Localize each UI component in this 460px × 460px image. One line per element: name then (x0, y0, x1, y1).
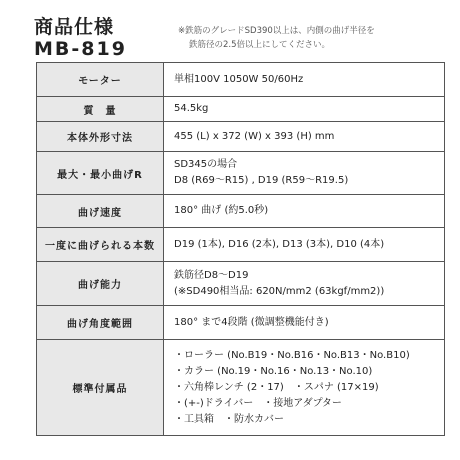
spec-value-line: 455 (L) x 372 (W) x 393 (H) mm (174, 130, 335, 142)
spec-label: 曲げ速度 (37, 195, 164, 228)
accessory-item: ・ローラー (No.B19・No.B16・No.B13・No.B10) (174, 349, 410, 361)
spec-value (164, 152, 445, 195)
grade-note (178, 24, 448, 52)
spec-row-bend-capacity (37, 262, 445, 306)
spec-row-bars-per-bend (37, 228, 445, 262)
spec-label: 一度に曲げられる本数 (37, 228, 164, 262)
spec-value (164, 63, 445, 97)
spec-value-line: D19 (1本), D16 (2本), D13 (3本), D10 (4本) (174, 238, 385, 250)
spec-row-accessories (37, 340, 445, 436)
accessory-item: ・(+-)ドライバー ・接地アダプター (174, 397, 342, 409)
spec-row-bend-speed (37, 195, 445, 228)
spec-value-line: 鉄筋径D8〜D19 (174, 269, 249, 281)
spec-value-line: 54.5kg (174, 103, 209, 114)
spec-value (164, 262, 445, 306)
model-number: MB-819 (34, 38, 127, 60)
spec-value (164, 97, 445, 122)
accessory-item: ・六角棒レンチ (2・17) ・スパナ (17×19) (174, 381, 379, 393)
accessory-item: ・工具箱 ・防水カバー (174, 413, 284, 425)
page-title: 商品仕様 (34, 16, 115, 38)
spec-row-bend-radius (37, 152, 445, 195)
spec-value (164, 122, 445, 152)
spec-value (164, 340, 445, 436)
spec-row-bend-angle (37, 306, 445, 340)
spec-row-weight (37, 97, 445, 122)
accessory-item: ・カラー (No.19・No.16・No.13・No.10) (174, 365, 373, 377)
note-line: 鉄筋径の2.5倍以上にしてください。 (189, 40, 331, 50)
spec-value (164, 195, 445, 228)
spec-value-line: 単相100V 1050W 50/60Hz (174, 73, 304, 85)
spec-label: 曲げ能力 (37, 262, 164, 306)
spec-label: 最大・最小曲げR (37, 152, 164, 195)
spec-value-line: 180° まで4段階 (微調整機能付き) (174, 316, 329, 328)
spec-value (164, 306, 445, 340)
spec-value-line: SD345の場合 (174, 159, 238, 170)
spec-label: 標準付属品 (37, 340, 164, 436)
spec-label: 曲げ角度範囲 (37, 306, 164, 340)
spec-value-line: (※SD490相当品: 620N/mm2 (63kgf/mm2)) (174, 285, 385, 297)
spec-label: 本体外形寸法 (37, 122, 164, 152)
spec-table (36, 62, 445, 436)
spec-value-line: 180° 曲げ (約5.0秒) (174, 205, 269, 216)
note-line: ※鉄筋のグレードSD390以上は、内側の曲げ半径を (178, 26, 375, 36)
spec-value (164, 228, 445, 262)
spec-label: 質 量 (37, 97, 164, 122)
spec-row-dimensions (37, 122, 445, 152)
spec-row-motor (37, 63, 445, 97)
spec-label: モーター (37, 63, 164, 97)
spec-value-line: D8 (R69〜R15) , D19 (R59〜R19.5) (174, 175, 349, 186)
